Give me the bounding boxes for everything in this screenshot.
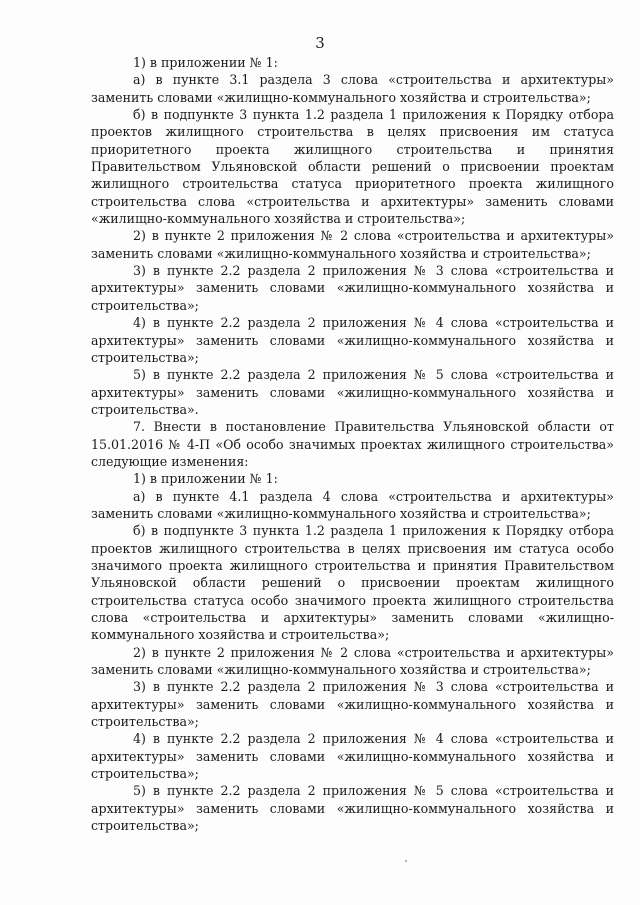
paragraph-item-3: 3) в пункте 2.2 раздела 2 приложения № 3 слова «строительства и архитектуры» заменить словами «жилищно-коммунального хозяйства и строительства»;	[91, 679, 614, 730]
paragraph-item-3: 3) в пункте 2.2 раздела 2 приложения № 3 слова «строительства и архитектуры» заменить словами «жилищно-коммунального хозяйства и строительства»;	[91, 263, 614, 313]
paragraph-subitem-a: а) в пункте 4.1 раздела 4 слова «строительства и архитектуры» заменить словами «жилищно-коммунального хозяйства и строительства»;	[91, 488, 614, 521]
paragraph-section-7: 7. Внести в постановление Правительства Ульяновской области от 15.01.2016 № 4-П «Об особо значимых проектах жилищного строительства» следующие изменения:	[91, 419, 614, 469]
paragraph-item-1: 1) в приложении № 1:	[133, 471, 278, 487]
paragraph-item-5: 5) в пункте 2.2 раздела 2 приложения № 5 слова «строительства и архитектуры» заменить словами «жилищно-коммунального хозяйства и строительства»;	[91, 783, 614, 834]
paragraph-item-4: 4) в пункте 2.2 раздела 2 приложения № 4 слова «строительства и архитектуры» заменить словами «жилищно-коммунального хозяйства и строительства»;	[91, 731, 614, 782]
paragraph-item-5: 5) в пункте 2.2 раздела 2 приложения № 5 слова «строительства и архитектуры» заменить словами «жилищно-коммунального хозяйства и строительства».	[91, 367, 614, 417]
document-body	[91, 54, 614, 834]
paragraph-item-4: 4) в пункте 2.2 раздела 2 приложения № 4 слова «строительства и архитектуры» заменить словами «жилищно-коммунального хозяйства и строительства»;	[91, 315, 614, 365]
paragraph-item-1: 1) в приложении № 1:	[133, 55, 278, 70]
paragraph-item-2: 2) в пункте 2 приложения № 2 слова «строительства и архитектуры» заменить словами «жилищно-коммунального хозяйства и строительства»;	[91, 644, 614, 678]
scan-speck	[405, 860, 407, 862]
page-number: 3	[315, 34, 325, 52]
paragraph-subitem-a: а) в пункте 3.1 раздела 3 слова «строительства и архитектуры» заменить словами «жилищно-коммунального хозяйства и строительства»;	[91, 72, 614, 105]
paragraph-subitem-b: б) в подпункте 3 пункта 1.2 раздела 1 приложения к Порядку отбора проектов жилищного строительства в целях присвоения им статуса приоритетного проекта жилищного строительства и принятия Правительством Ульяновской области решений о присвоении проектам жилищного строительства статуса приоритетного проекта жилищного строительства слова «строительства и архитектуры» заменить словами «жилищно-коммунального хозяйства и строительства»;	[91, 107, 614, 227]
paragraph-subitem-b: б) в подпункте 3 пункта 1.2 раздела 1 приложения к Порядку отбора проектов жилищного строительства в целях присвоения им статуса особо значимого проекта жилищного строительства и принятия Правительством Ульяновской области решений о присвоении проектам жилищного строительства статуса особо значимого проекта жилищного строительства слова «строительства и архитектуры» заменить словами «жилищно-коммунального хозяйства и строительства»;	[91, 523, 614, 643]
paragraph-item-2: 2) в пункте 2 приложения № 2 слова «строительства и архитектуры» заменить словами «жилищно-коммунального хозяйства и строительства»;	[91, 228, 614, 261]
